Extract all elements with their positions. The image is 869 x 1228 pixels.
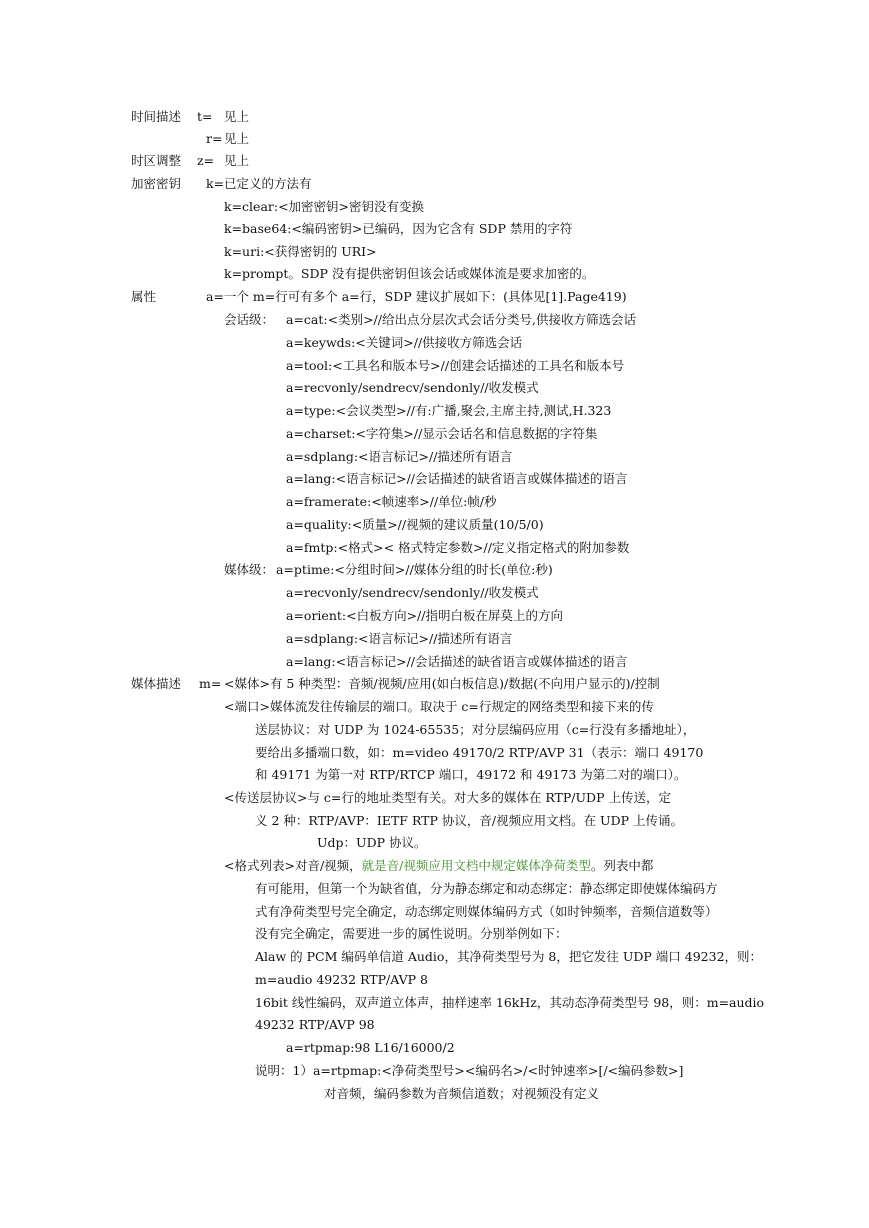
text-line: a=sdplang:<语言标记>//描述所有语言 xyxy=(286,449,513,464)
text-line: a=charset:<字符集>//显示会话名和信息数据的字符集 xyxy=(286,426,598,441)
sub-label-session: 会话级： xyxy=(224,312,275,327)
text-line: Udp：UDP 协议。 xyxy=(317,835,427,850)
text-line: <媒体>有 5 种类型：音频/视频/应用(如白板信息)/数据(不向用户显示的)/控制 xyxy=(224,676,660,691)
text-line: a=fmtp:<格式>< 格式特定参数>//定义指定格式的附加参数 xyxy=(286,540,630,555)
text-line: Alaw 的 PCM 编码单信道 Audio，其净荷类型号为 8，把它发往 UDP 端口 49232，则： xyxy=(255,949,763,964)
text-line: 见上 xyxy=(224,153,250,168)
section-label-media-description: 媒体描述 xyxy=(131,676,182,691)
text-line: a=tool:<工具名和版本号>//创建会话描述的工具名和版本号 xyxy=(286,358,625,373)
text-line: a=quality:<质量>//视频的建议质量(10/5/0) xyxy=(286,517,544,532)
text-line: a=type:<会议类型>//有:广播,聚会,主席主持,测试,H.323 xyxy=(286,403,612,418)
text-line: a=sdplang:<语言标记>//描述所有语言 xyxy=(286,631,513,646)
text-line: 送层协议：对 UDP 为 1024-65535；对分层编码应用（c=行没有多播地址）， xyxy=(255,722,696,737)
text-line: a=keywds:<关键词>//供接收方筛选会话 xyxy=(286,335,523,350)
text-line-format-list xyxy=(224,858,653,874)
text-line: a=lang:<语言标记>//会话描述的缺省语言或媒体描述的语言 xyxy=(286,471,628,486)
text-line: 49232 RTP/AVP 98 xyxy=(255,1017,375,1032)
text-line: k=base64:<编码密钥>已编码，因为它含有 SDP 禁用的字符 xyxy=(224,221,573,236)
text-line: <传送层协议>与 c=行的地址类型有关。对大多的媒体在 RTP/UDP 上传送，定 xyxy=(224,790,671,805)
text-line: 义 2 种：RTP/AVP：IETF RTP 协议，音/视频应用文档。在 UDP 上传诵。 xyxy=(255,813,683,828)
sub-label-media: 媒体级： xyxy=(224,562,275,577)
section-label-timezone: 时区调整 xyxy=(131,153,182,168)
field-m: m= xyxy=(199,676,222,691)
text-line: 和 49171 为第一对 RTP/RTCP 端口，49172 和 49173 为第二对的端口）。 xyxy=(255,767,687,782)
text-line: 说明：1）a=rtpmap:<净荷类型号><编码名>/<时钟速率>[/<编码参数>] xyxy=(255,1063,684,1078)
text-line: a=lang:<语言标记>//会话描述的缺省语言或媒体描述的语言 xyxy=(286,654,628,669)
text-line: <端口>媒体流发往传输层的端口。取决于 c=行规定的网络类型和接下来的传 xyxy=(224,699,654,714)
text-line: a=framerate:<帧速率>//单位:帧/秒 xyxy=(286,494,497,509)
section-label-time: 时间描述 xyxy=(131,109,182,124)
field-t: t= xyxy=(197,109,213,124)
text-line: k=prompt。SDP 没有提供密钥但该会话或媒体流是要求加密的。 xyxy=(224,266,595,281)
text-line: a=orient:<白板方向>//指明白板在屏莫上的方向 xyxy=(286,608,563,623)
text-line: 见上 xyxy=(224,131,250,146)
text-line: 见上 xyxy=(224,109,250,124)
text-line: a=一个 m=行可有多个 a=行，SDP 建议扩展如下：(具体见[1].Page419) xyxy=(206,289,627,304)
text-line: 要给出多播端口数，如：m=video 49170/2 RTP/AVP 31（表示：端口 49170 xyxy=(255,745,704,760)
field-z: z= xyxy=(197,153,215,168)
text-segment: 。列表中都 xyxy=(590,858,654,873)
text-line: 式有净荷类型号完全确定，动态绑定则媒体编码方式（如时钟频率，音频信道数等） xyxy=(255,904,718,919)
text-line: 没有完全确定，需要进一步的属性说明。分别举例如下： xyxy=(255,926,568,941)
highlighted-text: 就是音/视频应用文档中规定媒体净荷类型 xyxy=(361,858,591,873)
text-line: k=已定义的方法有 xyxy=(206,176,312,191)
text-line: 有可能用，但第一个为缺省值，分为静态绑定和动态绑定：静态绑定即使媒体编码方 xyxy=(255,881,718,896)
text-line: m=audio 49232 RTP/AVP 8 xyxy=(255,972,428,987)
text-line: k=uri:<获得密钥的 URI> xyxy=(224,244,377,259)
text-line: a=rtpmap:98 L16/16000/2 xyxy=(286,1040,455,1055)
text-line: a=cat:<类别>//给出点分层次式会话分类号,供接收方筛选会话 xyxy=(286,312,636,327)
text-line: a=ptime:<分组时间>//媒体分组的时长(单位:秒) xyxy=(276,562,553,577)
text-line: a=recvonly/sendrecv/sendonly//收发模式 xyxy=(286,380,539,395)
field-r: r= xyxy=(206,131,223,146)
text-line: a=recvonly/sendrecv/sendonly//收发模式 xyxy=(286,585,539,600)
text-segment: <格式列表>对音/视频， xyxy=(224,858,362,873)
text-line: 16bit 线性编码，双声道立体声，抽样速率 16kHz，其动态净荷类型号 98，则：m=audio xyxy=(255,995,765,1010)
section-label-encryption: 加密密钥 xyxy=(131,176,182,191)
text-line: 对音频，编码参数为音频信道数；对视频没有定义 xyxy=(324,1086,600,1101)
text-line: k=clear:<加密密钥>密钥没有变换 xyxy=(224,199,425,214)
section-label-attributes: 属性 xyxy=(131,289,157,304)
